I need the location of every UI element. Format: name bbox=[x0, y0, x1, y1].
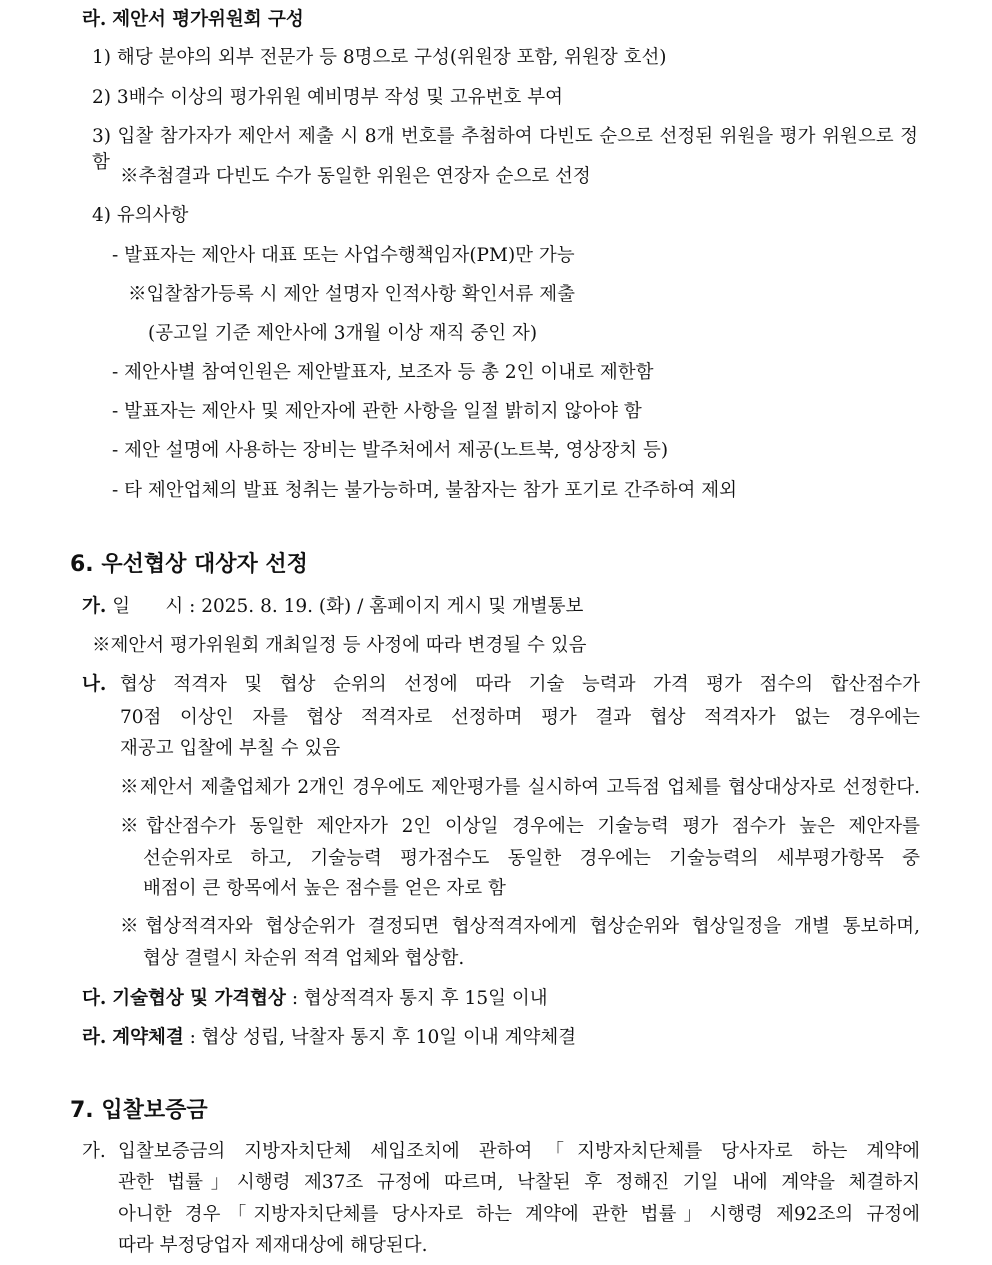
paragraph-line: 입찰보증금의 지방자치단체 세입조치에 관하여「지방자치단체를 당사자로 하는 계약에 bbox=[118, 1141, 920, 1162]
schedule-value: : 2025. 8. 19. (화) / 홈페이지 게시 및 개별통보 bbox=[183, 596, 584, 617]
list-marker: 가. bbox=[82, 1141, 106, 1162]
note-continuation: 선순위자로 하고, 기술능력 평가점수도 동일한 경우에는 기술능력의 세부평가항목 중 bbox=[143, 848, 920, 869]
note-continuation: 협상 결렬시 차순위 적격 업체와 협상함. bbox=[143, 948, 465, 969]
note: ※추첨결과 다빈도 수가 동일한 위원은 연장자 순으로 선정 bbox=[120, 166, 591, 187]
item-value: : 협상적격자 통지 후 15일 이내 bbox=[285, 988, 548, 1009]
paragraph-line: 재공고 입찰에 부칠 수 있음 bbox=[120, 738, 341, 759]
dash-item: - 발표자는 제안사 대표 또는 사업수행책임자(PM)만 가능 bbox=[112, 245, 575, 266]
section-6-da bbox=[82, 986, 548, 1012]
subsection-title: 제안서 평가위원회 구성 bbox=[112, 9, 304, 30]
item-value: : 협상 성립, 낙찰자 통지 후 10일 이내 계약체결 bbox=[183, 1027, 577, 1048]
list-marker: 라. bbox=[82, 9, 107, 30]
section-6-ga bbox=[82, 594, 583, 620]
paragraph-line: 관한 법률」시행령 제37조 규정에 따르며, 낙찰된 후 정해진 기일 내에 계약을 체결하지 bbox=[118, 1172, 920, 1193]
list-marker: 라. bbox=[82, 1027, 107, 1048]
schedule-label: 일 시 bbox=[112, 596, 184, 617]
note: ※합산점수가 동일한 제안자가 2인 이상일 경우에는 기술능력 평가 점수가 높은 제안자를 bbox=[120, 816, 920, 837]
paragraph-line: 70점 이상인 자를 협상 적격자로 선정하며 평가 결과 협상 적격자가 없는 경우에는 bbox=[120, 707, 920, 728]
list-item: 3) 입찰 참가자가 제안서 제출 시 8개 번호를 추첨하여 다빈도 순으로 선정된 위원을 평가 위원으로 정함 bbox=[92, 126, 918, 173]
paragraph-line: 협상 적격자 및 협상 순위의 선정에 따라 기술 능력과 가격 평가 점수의 합산점수가 bbox=[120, 674, 920, 695]
section-6-heading: 6. 우선협상 대상자 선정 bbox=[70, 552, 308, 577]
section-6-ra bbox=[82, 1025, 576, 1051]
section-5-ra-heading bbox=[82, 7, 304, 33]
list-marker: 다. bbox=[82, 988, 107, 1009]
item-label: 기술협상 및 가격협상 bbox=[112, 988, 286, 1009]
note-continuation: (공고일 기준 제안사에 3개월 이상 재직 중인 자) bbox=[148, 323, 538, 344]
list-item: 1) 해당 분야의 외부 전문가 등 8명으로 구성(위원장 포함, 위원장 호선) bbox=[92, 47, 667, 68]
dash-item: - 제안 설명에 사용하는 장비는 발주처에서 제공(노트북, 영상장치 등) bbox=[112, 440, 669, 461]
item-label: 계약체결 bbox=[112, 1027, 184, 1048]
dash-item: - 타 제안업체의 발표 청취는 불가능하며, 불참자는 참가 포기로 간주하여 제외 bbox=[112, 480, 737, 501]
paragraph-line: 아니한 경우「지방자치단체를 당사자로 하는 계약에 관한 법률」시행령 제92조의 규정에 bbox=[118, 1204, 920, 1225]
list-item: 2) 3배수 이상의 평가위원 예비명부 작성 및 고유번호 부여 bbox=[92, 87, 563, 108]
note: ※입찰참가등록 시 제안 설명자 인적사항 확인서류 제출 bbox=[128, 284, 575, 305]
section-7-heading: 7. 입찰보증금 bbox=[70, 1098, 208, 1123]
note: ※협상적격자와 협상순위가 결정되면 협상적격자에게 협상순위와 협상일정을 개별 통보하며, bbox=[120, 916, 920, 937]
note-continuation: 배점이 큰 항목에서 높은 점수를 얻은 자로 함 bbox=[143, 878, 506, 899]
list-marker: 가. bbox=[82, 596, 107, 617]
note: ※제안서 제출업체가 2개인 경우에도 제안평가를 실시하여 고득점 업체를 협상대상자로 선정한다. bbox=[120, 777, 920, 798]
list-item: 4) 유의사항 bbox=[92, 205, 189, 226]
paragraph-line: 따라 부정당업자 제재대상에 해당된다. bbox=[118, 1235, 428, 1256]
dash-item: - 발표자는 제안사 및 제안자에 관한 사항을 일절 밝히지 않아야 함 bbox=[112, 401, 642, 422]
note: ※제안서 평가위원회 개최일정 등 사정에 따라 변경될 수 있음 bbox=[92, 635, 587, 656]
dash-item: - 제안사별 참여인원은 제안발표자, 보조자 등 총 2인 이내로 제한함 bbox=[112, 362, 654, 383]
list-marker: 나. bbox=[82, 674, 107, 695]
